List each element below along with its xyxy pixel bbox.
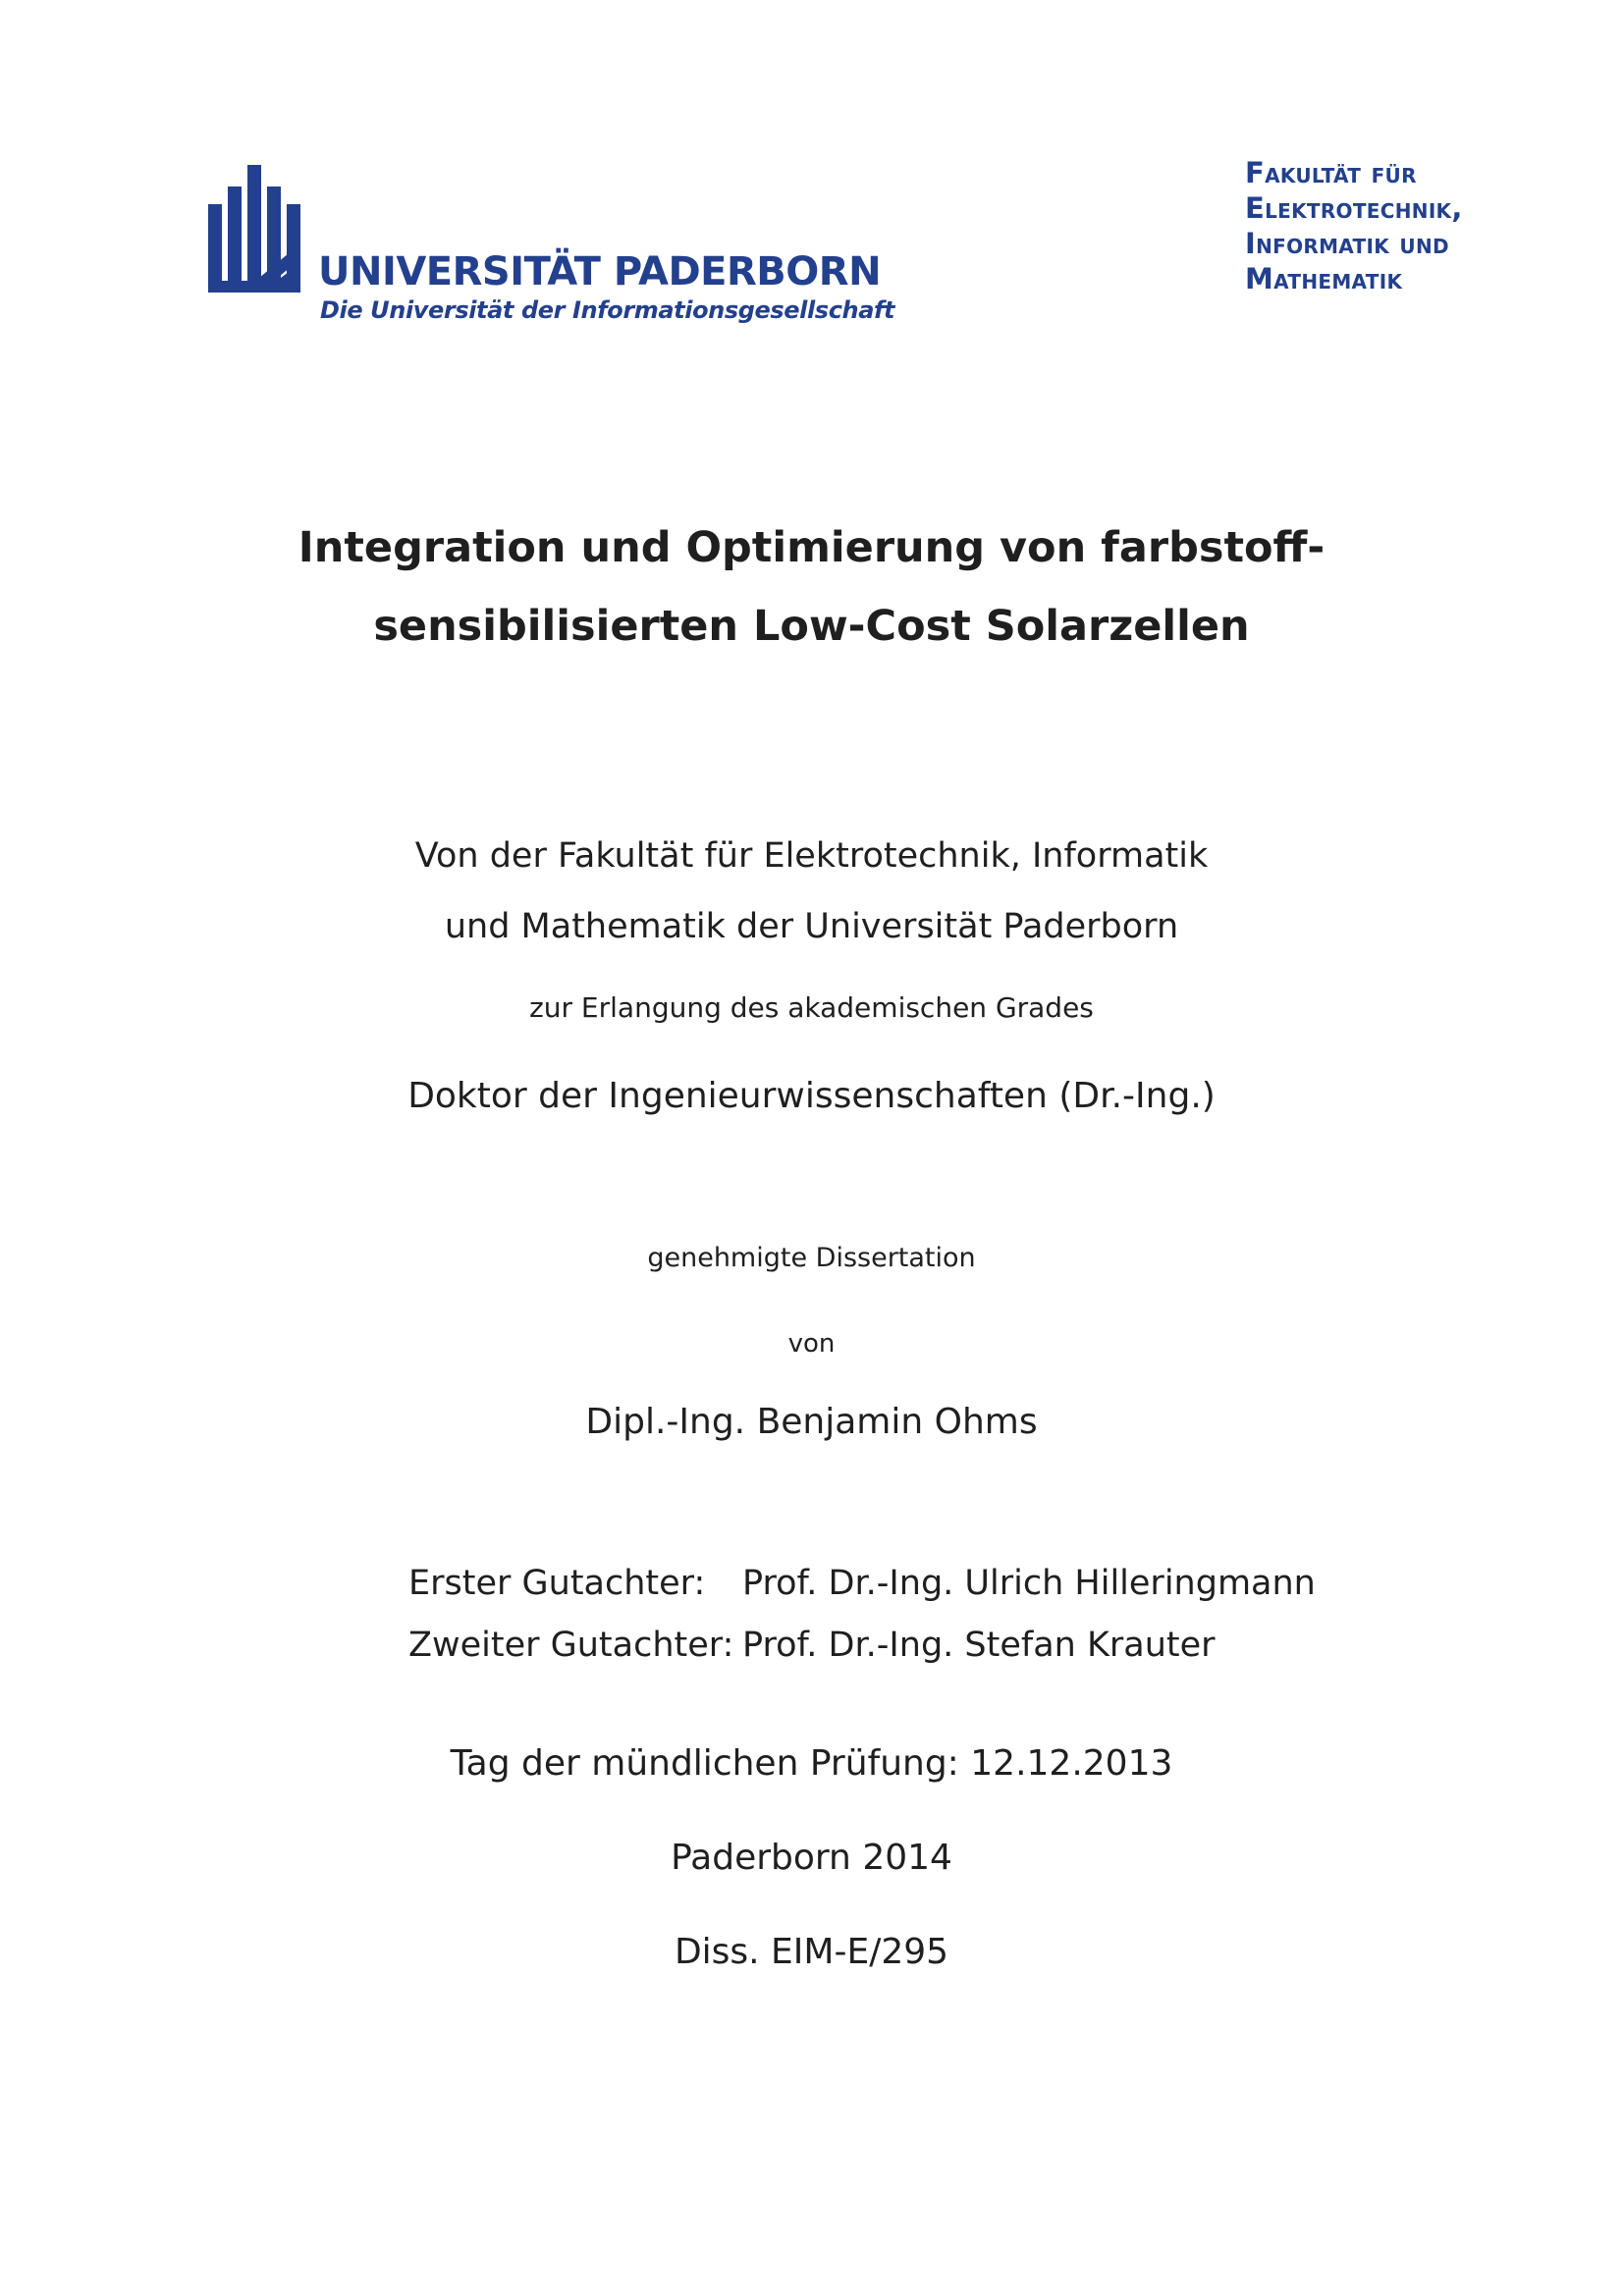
reviewers (408, 1553, 1316, 1677)
reviewer-role: Zweiter Gutachter: (408, 1626, 734, 1665)
title-line: sensibilisierten Low-Cost Solarzellen (373, 602, 1250, 651)
reviewer-name: Prof. Dr.-Ing. Stefan Krauter (742, 1626, 1216, 1665)
faculty-statement (0, 821, 1623, 962)
faculty-line: Mathematik (1245, 262, 1403, 295)
faculty-line: Elektrotechnik, (1245, 191, 1463, 225)
reviewer-row (408, 1615, 1316, 1677)
university-name: UNIVERSITÄT PADERBORN (318, 249, 882, 294)
faculty-line: Fakultät für (1245, 156, 1417, 189)
faculty-statement-line: Von der Fakultät für Elektrotechnik, Informatik (414, 836, 1209, 876)
faculty-statement-line: und Mathematik der Universität Paderborn (444, 907, 1179, 946)
by-label: von (787, 1329, 836, 1359)
approval-note: genehmigte Dissertation (647, 1243, 976, 1273)
degree-purpose: zur Erlangung des akademischen Grades (529, 991, 1094, 1024)
author-name: Dipl.-Ing. Benjamin Ohms (585, 1402, 1038, 1442)
faculty-label (1245, 155, 1598, 296)
reviewer-name: Prof. Dr.-Ing. Ulrich Hilleringmann (742, 1564, 1316, 1603)
dissertation-number: Diss. EIM-E/295 (674, 1932, 949, 1972)
faculty-line: Informatik und (1245, 227, 1449, 260)
university-logo (208, 165, 895, 332)
university-tagline: Die Universität der Informationsgesellschaft (320, 296, 895, 324)
reviewer-row (408, 1553, 1316, 1615)
dissertation-title (0, 508, 1623, 666)
university-emblem-icon (208, 165, 316, 293)
place-year: Paderborn 2014 (671, 1838, 952, 1878)
reviewer-role: Erster Gutachter: (408, 1564, 706, 1603)
title-line: Integration und Optimierung von farbstoff- (298, 523, 1325, 572)
degree-name: Doktor der Ingenieurwissenschaften (Dr.-Ing.) (407, 1076, 1216, 1116)
exam-date: Tag der mündlichen Prüfung: 12.12.2013 (450, 1743, 1173, 1784)
